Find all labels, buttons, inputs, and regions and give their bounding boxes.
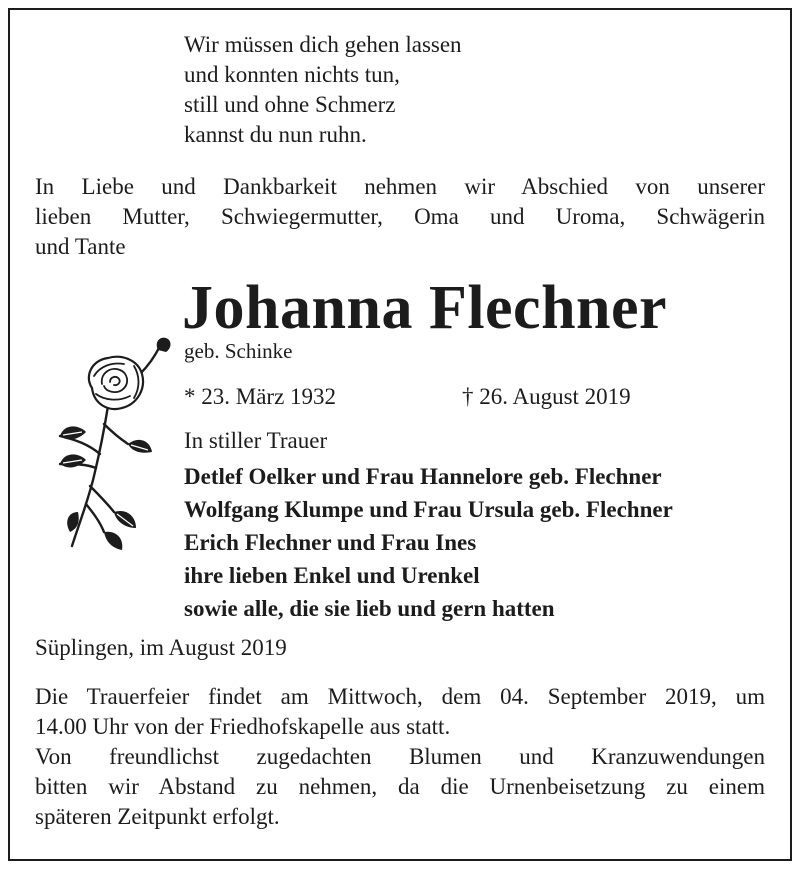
- poem-line: und konnten nichts tun,: [184, 62, 400, 87]
- info-line: 14.00 Uhr von der Friedhofskapelle aus statt.: [35, 714, 451, 739]
- poem-line: kannst du nun ruhn.: [184, 122, 367, 147]
- mourning-intro: In stiller Trauer: [184, 428, 328, 453]
- mourner-line: Wolfgang Klumpe und Frau Ursula geb. Flechner: [184, 497, 673, 522]
- mourner-line: sowie alle, die sie lieb und gern hatten: [184, 596, 555, 621]
- poem-line: still und ohne Schmerz: [184, 92, 396, 117]
- deceased-name: Johanna Flechner: [182, 274, 668, 342]
- intro-line: und Tante: [35, 234, 126, 259]
- place-date: Süplingen, im August 2019: [35, 635, 287, 660]
- info-line: bitten wir Abstand zu nehmen, da die Urnenbeisetzung zu einem: [35, 774, 765, 799]
- info-line: Die Trauerfeier findet am Mittwoch, dem 04. September 2019, um: [35, 684, 765, 709]
- info-line: Von freundlichst zugedachten Blumen und Kranzuwendungen: [35, 744, 765, 769]
- birth-date: * 23. März 1932: [184, 384, 337, 409]
- intro-text: [35, 172, 765, 262]
- mourner-line: Detlef Oelker und Frau Hannelore geb. Flechner: [184, 464, 662, 489]
- rose-icon: [30, 336, 180, 551]
- death-date: † 26. August 2019: [462, 384, 631, 409]
- mourners-list: [184, 460, 673, 625]
- intro-line: In Liebe und Dankbarkeit nehmen wir Abschied von unserer: [35, 174, 765, 199]
- poem-line: Wir müssen dich gehen lassen: [184, 32, 462, 57]
- mourner-line: Erich Flechner und Frau Ines: [184, 530, 477, 555]
- maiden-name: geb. Schinke: [184, 339, 293, 363]
- funeral-info: [35, 682, 765, 832]
- poem: [184, 30, 462, 150]
- info-line: späteren Zeitpunkt erfolgt.: [35, 804, 280, 829]
- mourner-line: ihre lieben Enkel und Urenkel: [184, 563, 480, 588]
- intro-line: lieben Mutter, Schwiegermutter, Oma und Uroma, Schwägerin: [35, 204, 765, 229]
